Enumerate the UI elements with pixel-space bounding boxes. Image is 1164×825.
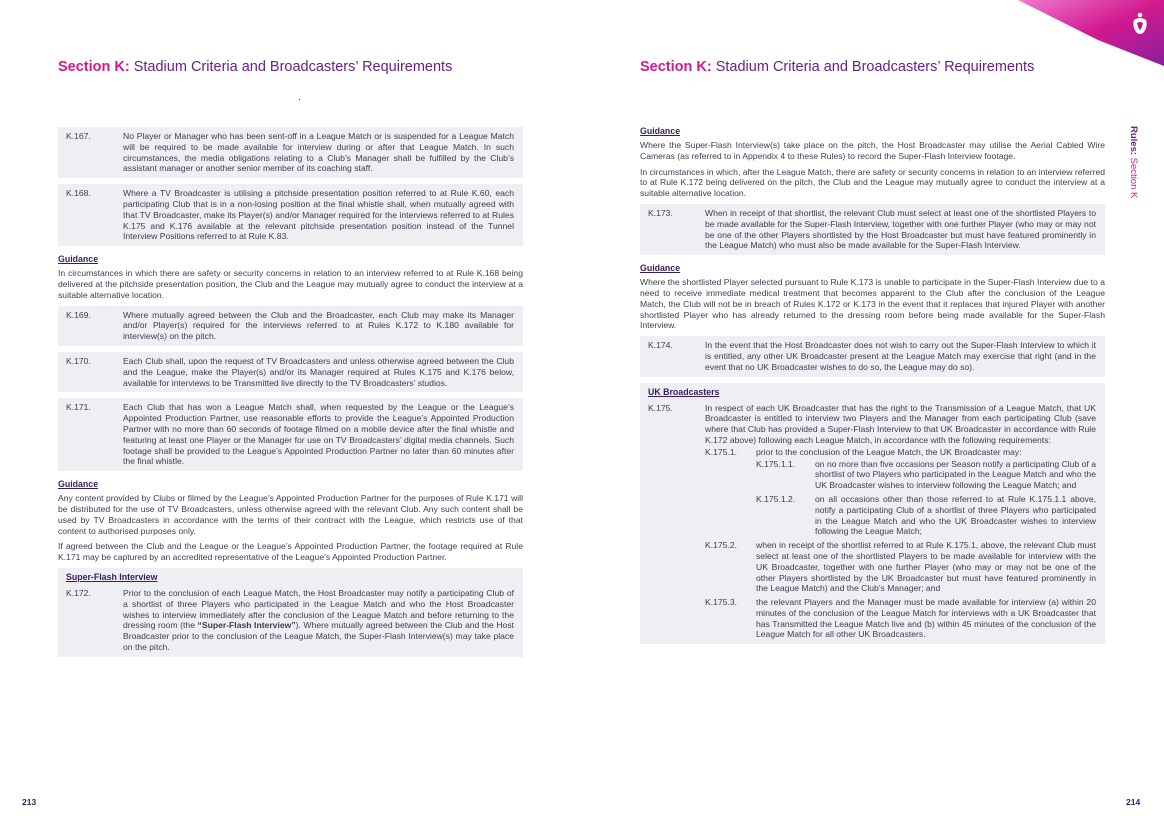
rule-text-defined-term: “Super-Flash Interview”	[197, 620, 296, 631]
rule-text: When in receipt of that shortlist, the relevant Club must select at least one of the shortlisted Players to be made available for the Super-Flash Interview, together with one further Player (who may or may not be one of the other Players shortlisted by the Host Broadcaster but must have featured prominently in the League Match) who must also be made available for the Super-Flash Interview.	[705, 207, 1096, 251]
page-number: 214	[1126, 797, 1141, 807]
rule-text: Each Club that has won a League Match shall, when requested by the League or the League’s Appointed Production Partner, use reasonable efforts to provide the League’s Appointed Production Partner with no more than 60 seconds of footage filmed on a mobile device after the final whistle and featuring at least one Player or the Manager for use on TV Broadcasters’ digital media channels. Such footage shall be provided to the League’s Appointed Production Partner no later than 60 minutes after the final whistle.	[123, 402, 514, 467]
guidance-text: Where the shortlisted Player selected pursuant to Rule K.173 is unable to participate in the Super-Flash Interview due to a need to receive immediate medical treatment that becomes apparent to the Club after the conclusion of the League Match, the Club will not be in breach of Rules K.172 or K.173 in the event that it replaces that injured Player with another shortlisted Player who has already returned to the dressing room before being made available for the Super-Flash Interview.	[640, 277, 1105, 331]
stray-dot	[299, 99, 300, 100]
subrule-text: prior to the conclusion of the League Match, the UK Broadcaster may:	[756, 446, 1022, 457]
uk-broadcasters-heading: UK Broadcasters	[648, 386, 720, 397]
rule-k17512	[756, 494, 1096, 537]
subrule-number: K.175.1.	[705, 446, 738, 457]
rule-k174	[640, 336, 1105, 376]
k1751-subrules	[705, 459, 1096, 538]
right-page	[582, 0, 1164, 825]
rule-k170	[58, 352, 523, 392]
rule-text: No Player or Manager who has been sent-off in a League Match or is suspended for a League Match will be required to be made available for interview during or after that League Match. In such circumstances, the media obligations relating to a Club’s Manager shall be fulfilled by the Club’s assistant manager or another senior member of its coaching staff.	[123, 131, 514, 174]
rule-text-part: ). Where mutually agreed between the Club and the Host Broadcaster prior to the conclusion of the League Match, the Super-Flash Interview(s) may take place on the pitch.	[123, 620, 515, 652]
left-content	[58, 127, 523, 663]
rule-k169	[58, 306, 523, 346]
subrule-number: K.175.2.	[705, 540, 738, 551]
guidance-text: Where the Super-Flash Interview(s) take place on the pitch, the Host Broadcaster may utilise the Aerial Cabled Wire Cameras (as referred to in Appendix 4 to these Rules) to record the Super-Flash Interview footage.	[640, 140, 1105, 161]
right-content	[640, 126, 1105, 650]
rule-text: In the event that the Host Broadcaster does not wish to carry out the Super-Flash Interview to which it is entitled, any other UK Broadcaster present at the League Match may exercise that right (and in the event that no UK Broadcaster wishes to do so, the League may do so).	[705, 340, 1096, 372]
guidance-heading: Guidance	[58, 254, 99, 265]
rule-k168	[58, 184, 523, 246]
rule-number: K.172.	[66, 587, 91, 598]
section-title-bold: Section K:	[58, 59, 130, 75]
lion-crest-icon	[1018, 0, 1164, 66]
rule-number: K.167.	[66, 131, 91, 141]
page-title	[640, 59, 1034, 75]
superflash-heading: Super-Flash Interview	[66, 571, 158, 582]
rule-text: Each Club shall, upon the request of TV Broadcasters and unless otherwise agreed between the Club and the League, make the Player(s) and/or its Manager required at Rules K.175 and K.176 below, available for interviews to be Transmitted live directly to the TV Broadcasters’ studios.	[123, 355, 514, 388]
superflash-box	[58, 568, 523, 657]
rule-number: K.170.	[66, 355, 91, 366]
uk-broadcasters-box	[640, 383, 1105, 645]
guidance-text: In circumstances in which, after the League Match, there are safety or security concerns in relation to an interview referred to at Rule K.172 being delivered on the pitch, the Club and the League may mutually agree to conduct the interview at a suitable alternative location.	[640, 166, 1105, 199]
rule-text: Where a TV Broadcaster is utilising a pitchside presentation position referred to at Rule K.60, each participating Club that is in a non-losing position at the final whistle shall, when mutually agreed with that TV Broadcaster, make its Player(s) and/or Manager required for the interviews referred to at Rules K.175 and K.176 available at the relevant pitchside presentation position instead of the Tunnel Interview Positions referred to at Rule K.83.	[123, 188, 514, 242]
rule-number: K.168.	[66, 188, 91, 199]
k175-subrules	[648, 446, 1096, 641]
rule-text-part: Prior to the conclusion of each League Match, the Host Broadcaster may notify a participating Club of a shortlist of three Players who participated in the League Match and who the Host Broadcaster wishes to interview immediately after the conclusion of the League Match and before returning to the dressing room (the	[123, 587, 514, 631]
rule-number: K.171.	[66, 402, 91, 413]
subrule-text: when in receipt of the shortlist referred to at Rule K.175.1, above, the relevant Club must select at least one of the shortlisted Players to be made available for interview with the UK Broadcaster, together with one further Player (who may or may not be one of the other Players shortlisted by the UK Broadcaster but must have featured prominently in the League Match) and the Club’s Manager; and	[756, 540, 1096, 594]
rule-k175	[648, 403, 1096, 446]
guidance-heading: Guidance	[640, 126, 681, 136]
guidance-heading: Guidance	[58, 479, 99, 490]
rule-k1753	[705, 597, 1096, 640]
rule-k172	[66, 588, 514, 653]
section-title-rest: Stadium Criteria and Broadcasters’ Requirements	[711, 59, 1035, 75]
rule-number: K.175.	[648, 402, 673, 413]
page-title	[58, 59, 452, 75]
rule-number: K.173.	[648, 207, 673, 218]
rule-number: K.174.	[648, 340, 673, 351]
rule-text: In respect of each UK Broadcaster that has the right to the Transmission of a League Match, that UK Broadcaster is entitled to interview two Players and the Manager from each participating Club (save where that Club has provided a Super-Flash Interview to that UK Broadcaster in accordance with Rule K.172 above) following each League Match, in accordance with the following requirements:	[705, 402, 1096, 445]
rule-k1752	[705, 540, 1096, 594]
subrule-number: K.175.3.	[705, 597, 738, 608]
rule-text	[123, 588, 514, 653]
guidance-text: If agreed between the Club and the League or the League’s Appointed Production Partner, the footage required at Rule K.171 may be captured by an accredited representative of the League’s Appointed Production Partner.	[58, 541, 523, 563]
side-label-rest: Section K	[1128, 155, 1139, 199]
rule-k1751	[705, 447, 1096, 458]
guidance-heading: Guidance	[640, 263, 681, 274]
subrule-text: on all occasions other than those referred to at Rule K.175.1.1 above, notify a participating Club of a shortlist of three Players who participated in the League Match and who the UK Broadcaster wishes to interview following the League Match;	[815, 493, 1096, 537]
subrule-number: K.175.1.1.	[756, 458, 796, 469]
guidance-text: Any content provided by Clubs or filmed by the League’s Appointed Production Partner for the purposes of Rule K.171 will be distributed for the use of TV Broadcasters, unless otherwise agreed with the relevant Club. Any such content shall be used by TV Broadcasters in accordance with the terms of their contract with the League, which restricts use of that content to authorised purposes only.	[58, 493, 523, 536]
subrule-number: K.175.1.2.	[756, 493, 796, 504]
section-title-bold: Section K:	[640, 59, 712, 75]
rule-k173	[640, 204, 1105, 255]
rule-k17511	[756, 459, 1096, 491]
side-label	[1128, 126, 1139, 198]
rule-number: K.169.	[66, 309, 91, 320]
guidance-text: In circumstances in which there are safety or security concerns in relation to an interview referred to at Rule K.168 being delivered at the pitchside presentation position, the Club and the League may mutually agree to conduct the interview at a suitable alternative location.	[58, 268, 523, 300]
section-title-rest: Stadium Criteria and Broadcasters’ Requirements	[129, 59, 453, 75]
rule-text: Where mutually agreed between the Club and the Broadcaster, each Club may make its Manager and/or Player(s) required for the interviews referred to at Rules K.172 to K.180 available for interview(s) on the pitch.	[123, 309, 514, 342]
rule-k167	[58, 127, 523, 178]
side-label-bold: Rules:	[1128, 126, 1139, 156]
subrule-text: the relevant Players and the Manager must be made available for interview (a) within 20 minutes of the conclusion of the League Match for interviews with a UK Broadcaster that has Transmitted the League Match live and (b) within 45 minutes of the conclusion of the League Match for all other UK Broadcasters.	[756, 597, 1096, 640]
subrule-text: on no more than five occasions per Season notify a participating Club of a shortlist of two Players who participated in the League Match and who the UK Broadcaster wishes to interview following the League Match; and	[815, 458, 1096, 491]
page-number: 213	[22, 797, 37, 807]
rule-k171	[58, 398, 523, 471]
